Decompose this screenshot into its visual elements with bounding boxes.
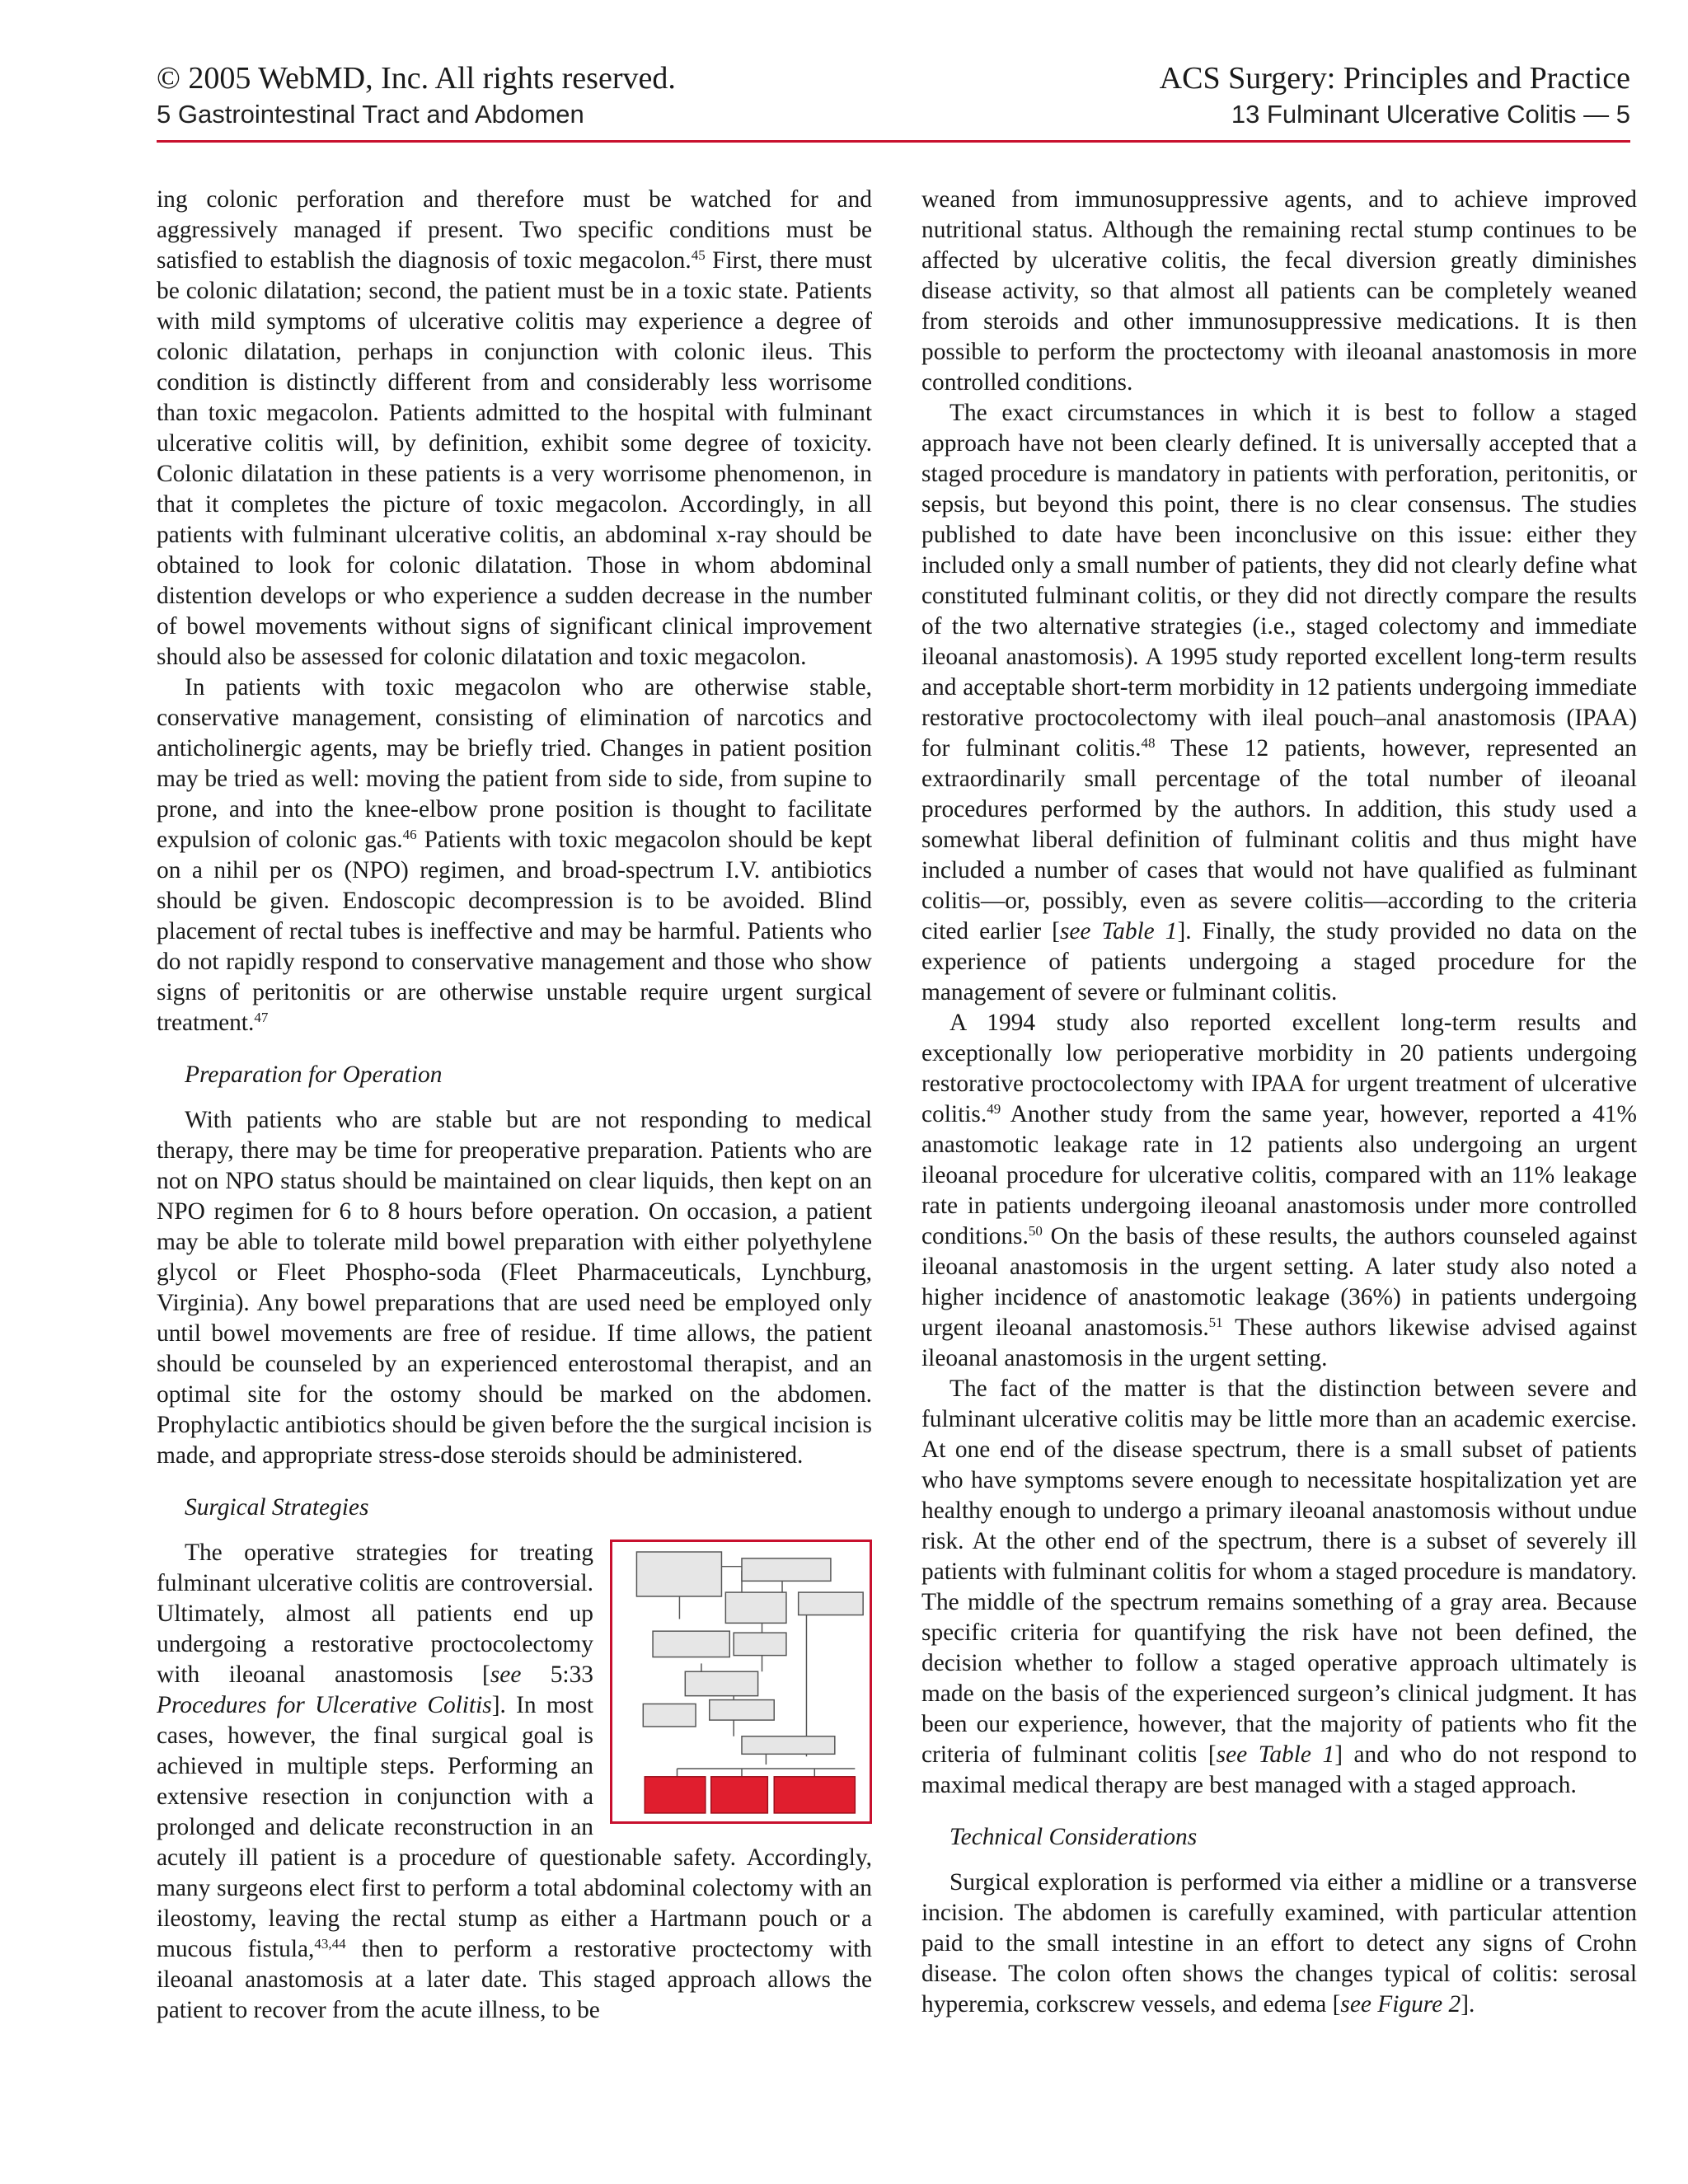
flow-node xyxy=(742,1736,835,1755)
paragraph: The exact circumstances in which it is best to follow a staged approach have not been clearly defined. It is universally accepted that a staged procedure is mandatory in patients with perforation, peritonitis, or sepsis, but beyond this point, there is no clear consensus. The studies published to date have been inconclusive on this issue: either they included only a small number of patients, they did not clearly define what constituted fulminant colitis, or they did not directly compare the results of the two alternative strategies (i.e., staged colectomy and immediate ileoanal anastomosis). A 1995 study reported excellent long-term results and acceptable short-term morbidity in 12 patients undergoing immediate restorative proctocolectomy with ileal pouch–anal anastomosis (IPAA) for fulminant colitis.$^{48}$ These 12 patients, however, represented an extraordinarily small percentage of the total number of ileoanal procedures performed by the authors. In addition, this study used a somewhat liberal definition of fulminant colitis and thus might have included a number of cases that would not have qualified as fulminant colitis—or, possibly, even as severe colitis—according to the criteria cited earlier [see Table 1]. Finally, the study provided no data on the experience of patients undergoing a staged procedure for the management of severe or fulminant colitis. xyxy=(921,400,1638,1005)
flow-node xyxy=(799,1592,863,1615)
subheading: Preparation for Operation xyxy=(185,1062,443,1088)
book-title: ACS Surgery: Principles and Practice xyxy=(1159,61,1630,96)
paragraph: Surgical exploration is performed via either a midline or a transverse incision. The abdomen is carefully examined, with particular attention paid to the small intestine in an effort to detect any signs of Crohn disease. The colon often shows the changes typical of colitis: serosal hyperemia, corkscrew vessels, and edema [see Figure 2]. xyxy=(921,1869,1637,2018)
paragraph: weaned from immunosuppressive agents, and to achieve improved nutritional status. Although the remaining rectal stump continues to be affected by ulcerative colitis, the fecal diversion greatly diminishes disease activity, so that almost all patients can be completely weaned from steroids and other immunosuppressive medications. It is then possible to perform the proctectomy with ileoanal anastomosis in more controlled conditions. xyxy=(921,186,1637,396)
cross-reference[interactable]: see xyxy=(490,1661,522,1688)
flow-node xyxy=(653,1631,729,1657)
table-reference[interactable]: see Table 1 xyxy=(1216,1741,1335,1768)
right-column xyxy=(921,185,1637,2020)
paragraph: The operative strategies for treating fulminant ulcerative colitis are controversial. Ultimately, almost all patients end up undergoing a restorative proctocolectomy with ileoanal anastomosis [see 5:33 Procedures for Ulcerative Colitis]. In most cases, however, the final surgical goal is achieved in multiple steps. Performing an extensive resection in conjunction with a prolonged and delicate reconstruction in an acutely ill patient is a procedure of questionable safety. Accordingly, many surgeons elect first to perform a total abdominal colectomy with an ileostomy, leaving the rectal stump as either a Hartmann pouch or a mucous fistula,$^{43,44}$ then to perform a restorative proctectomy with ileoanal anastomosis at a later date. This staged approach allows the patient to recover from the acute illness, to be xyxy=(157,1540,872,2023)
paragraph: With patients who are stable but are not responding to medical therapy, there may be time for preoperative preparation. Patients who are not on NPO status should be maintained on clear liquids, then kept on an NPO regimen for 6 to 8 hours before operation. On occasion, a patient may be able to tolerate mild bowel preparation with either polyethylene glycol or Fleet Phospho-soda (Fleet Pharmaceuticals, Lynchburg, Virginia). Any bowel preparations that are used need be employed only until bowel movements are free of residue. If time allows, the patient should be counseled by an experienced enterostomal therapist, and an optimal site for the ostomy should be marked on the abdomen. Prophylactic antibiotics should be given before the the surgical incision is made, and appropriate stress-dose steroids should be administered. xyxy=(157,1107,872,1469)
reference-marker[interactable]: 49 xyxy=(987,1101,1001,1117)
paragraph: ing colonic perforation and therefore must be watched for and aggressively managed if present. Two specific conditions must be satisfied to establish the diagnosis of toxic megacolon.$^{45}$ First, there must be colonic dilatation; second, the patient must be in a toxic state. Patients with mild symptoms of ulcerative colitis may experience a degree of colonic dilatation, perhaps in conjunction with colonic ileus. This condition is distinctly different from and considerably less worrisome than toxic megacolon. Patients admitted to the hospital with fulminant ulcerative colitis will, by definition, exhibit some degree of toxicity. Colonic dilatation in these patients is a very worrisome phenomenon, in that it completes the picture of toxic megacolon. Accordingly, in all patients with fulminant ulcerative colitis, an abdominal x-ray should be obtained to look for colonic dilatation. Those in whom abdominal distention develops or who experience a sudden decrease in the number of bowel movements without signs of significant clinical improvement should also be assessed for colonic dilatation and toxic megacolon. xyxy=(157,186,872,670)
outcome-node xyxy=(711,1777,768,1813)
copyright-notice: © 2005 WebMD, Inc. All rights reserved. xyxy=(157,61,676,96)
section-label: 5 Gastrointestinal Tract and Abdomen xyxy=(157,100,584,129)
left-column xyxy=(157,185,872,2026)
reference-marker[interactable]: 51 xyxy=(1208,1315,1223,1330)
flow-node xyxy=(685,1671,757,1695)
subheading: Surgical Strategies xyxy=(185,1494,369,1521)
reference-marker[interactable]: 47 xyxy=(254,1010,269,1025)
flow-node xyxy=(643,1704,696,1726)
paragraph: The fact of the matter is that the distinction between severe and fulminant ulcerative colitis may be little more than an academic exercise. At one end of the disease spectrum, there is a small subset of patients who have symptoms severe enough to necessitate hospitalization yet are healthy enough to undergo a primary ileoanal anastomosis without undue risk. At the other end of the spectrum, there is a subset of severely ill patients with fulminant colitis for whom a staged procedure is mandatory. The middle of the spectrum remains something of a gray area. Because specific criteria for quantifying the risk have not been defined, the decision whether to follow a staged operative approach ultimately is made on the basis of the experienced surgeon’s clinical judgment. It has been our experience, however, that the majority of patients who fit the criteria of fulminant colitis [see Table 1] and who do not respond to maximal medical therapy are best managed with a staged approach. xyxy=(921,1376,1637,1798)
table-reference[interactable]: see Table 1 xyxy=(1059,918,1178,944)
chapter-label: 13 Fulminant Ulcerative Colitis — 5 xyxy=(1231,100,1630,129)
figure-reference[interactable]: see Figure 2 xyxy=(1340,1991,1461,2018)
flow-node xyxy=(742,1558,831,1581)
reference-marker[interactable]: 46 xyxy=(402,827,417,842)
algorithm-thumbnail[interactable] xyxy=(610,1540,872,1824)
running-header xyxy=(157,59,1630,132)
reference-marker[interactable]: 50 xyxy=(1028,1223,1043,1239)
reference-marker[interactable]: 43,44 xyxy=(314,1936,346,1952)
paragraph: A 1994 study also reported excellent long-term results and exceptionally low perioperative morbidity in 20 patients undergoing restorative proctocolectomy with IPAA for urgent treatment of ulcerative colitis.$^{49}$ Another study from the same year, however, reported a 41% anastomotic leakage rate in 12 patients also undergoing an urgent ileoanal procedure for ulcerative colitis, compared with an 11% leakage rate in patients undergoing ileoanal anastomosis under more controlled conditions.$^{50}$ On the basis of these results, the authors counseled against ileoanal anastomosis in the urgent setting. A later study also noted a higher incidence of anastomotic leakage (36%) in patients undergoing urgent ileoanal anastomosis.$^{51}$ These authors likewise advised against ileoanal anastomosis in the urgent setting. xyxy=(921,1010,1637,1371)
flow-node xyxy=(710,1700,774,1721)
paragraph: In patients with toxic megacolon who are otherwise stable, conservative management, consisting of elimination of narcotics and anticholinergic agents, may be briefly tried. Changes in patient position may be tried as well: moving the patient from side to side, from supine to prone, and into the knee-elbow prone position is thought to facilitate expulsion of colonic gas.$^{46}$ Patients with toxic megacolon should be kept on a nihil per os (NPO) regimen, and broad-spectrum I.V. antibiotics should be given. Endoscopic decompression is to be avoided. Blind placement of rectal tubes is ineffective and may be harmful. Patients who do not rapidly respond to conservative management and those who show signs of peritonitis or are otherwise unstable require urgent surgical treatment.$^{47}$ xyxy=(157,674,872,1036)
outcome-node xyxy=(774,1777,855,1813)
outcome-node xyxy=(645,1777,706,1813)
algorithm-flowchart xyxy=(612,1542,870,1821)
cross-reference-title[interactable]: Procedures for Ulcerative Colitis xyxy=(157,1692,492,1718)
subheading: Technical Considerations xyxy=(950,1824,1198,1850)
reference-marker[interactable]: 45 xyxy=(691,247,706,263)
flow-node xyxy=(636,1552,721,1596)
flow-node xyxy=(734,1633,786,1655)
flow-node xyxy=(725,1592,786,1623)
header-divider xyxy=(157,140,1630,143)
reference-marker[interactable]: 48 xyxy=(1141,735,1156,751)
